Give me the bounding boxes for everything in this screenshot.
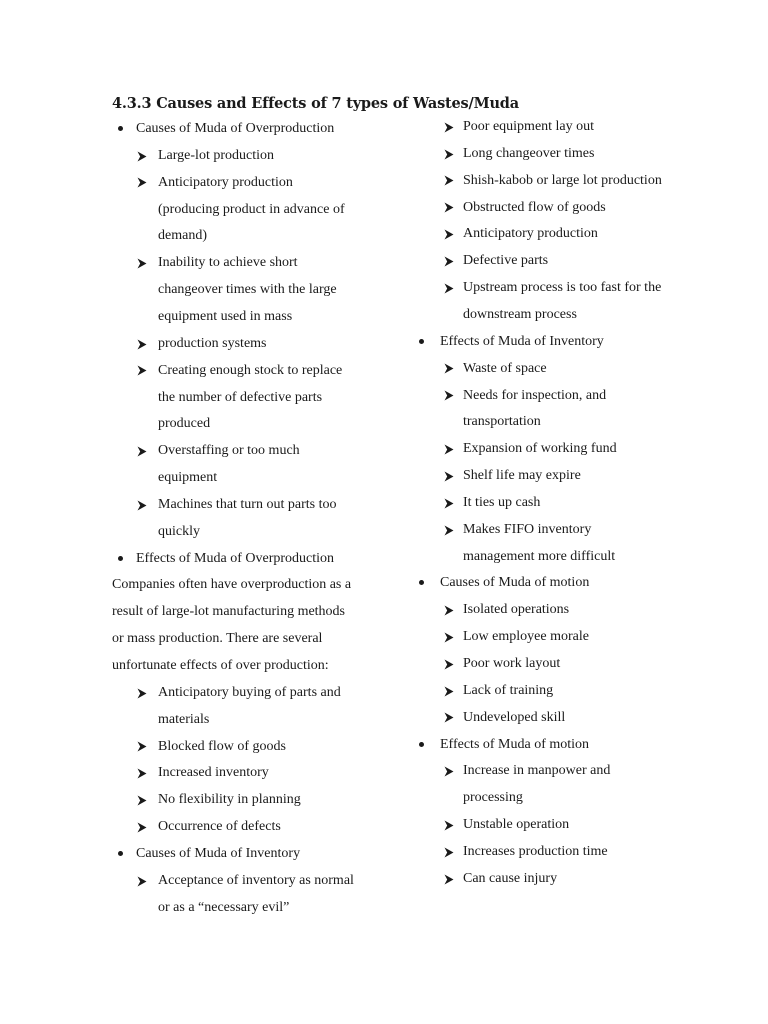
arrow-bullet-icon [444,382,454,409]
line-text: equipment [158,470,218,486]
line-text: Anticipatory production [463,226,598,242]
line-text: Needs for inspection, and [463,387,607,403]
section-heading: 4.3.3 Causes and Effects of 7 types of Wastes/Muda [112,95,519,112]
line-text: Causes of Muda of Overproduction [136,121,335,136]
line-text: Inability to achieve short [158,255,298,271]
line-text: materials [158,711,210,727]
arrow-bullet-icon [444,167,454,194]
line-text: downstream process [463,306,577,322]
line-text: No flexibility in planning [158,792,301,808]
arrow-bullet-icon [444,757,454,784]
line-text: demand) [158,228,207,244]
arrow-bullet-icon [137,357,147,384]
line-text: Can cause injury [463,870,558,886]
line-text: Effects of Muda of Overproduction [136,550,335,566]
line-text: Expansion of working fund [463,441,617,457]
arrow-bullet-icon [137,249,147,276]
line-text: changeover times with the large [158,282,337,298]
arrow-bullet-icon [137,679,147,706]
line-text: Occurrence of defects [158,819,281,835]
line-text: result of large-lot manufacturing methods [112,604,346,620]
line-text: Waste of space [463,360,547,376]
bullet-icon [419,580,424,585]
arrow-bullet-icon [444,623,454,650]
line-text: or mass production. There are several [112,631,323,647]
line-text: Blocked flow of goods [158,738,286,754]
arrow-bullet-icon [137,786,147,813]
line-text: Effects of Muda of motion [440,736,590,752]
line-text: processing [463,790,523,806]
line-text: Creating enough stock to replace [158,362,343,378]
line-text: produced [158,416,211,432]
line-text: Undeveloped skill [463,709,566,725]
arrow-bullet-icon [444,113,454,140]
line-text: Unstable operation [463,817,570,833]
arrow-bullet-icon [444,247,454,274]
bullet-icon [118,556,123,561]
line-text: Poor equipment lay out [463,119,595,134]
line-text: Machines that turn out parts too [158,496,337,512]
line-text: Increases production time [463,843,608,859]
line-text: Companies often have overproduction as a [112,577,352,593]
line-text: Large-lot production [158,147,274,163]
arrow-bullet-icon [444,489,454,516]
line-text: It ties up cash [463,494,541,510]
line-text: Defective parts [463,253,549,269]
arrow-bullet-icon [137,437,147,464]
line-text: Long changeover times [463,145,595,161]
arrow-bullet-icon [444,194,454,221]
line-text: or as a “necessary evil” [158,899,290,915]
line-text: Increased inventory [158,765,269,781]
line-text: Overstaffing or too much [158,443,300,459]
arrow-bullet-icon [137,330,147,357]
arrow-bullet-icon [444,865,454,892]
arrow-bullet-icon [444,462,454,489]
arrow-bullet-icon [137,142,147,169]
line-text: Isolated operations [463,602,570,618]
arrow-bullet-icon [444,838,454,865]
arrow-bullet-icon [444,811,454,838]
line-text: equipment used in mass [158,308,293,324]
line-text: unfortunate effects of over production: [112,658,329,673]
line-text: Shish-kabob or large lot production [463,172,662,188]
line-text: the number of defective parts [158,389,323,405]
arrow-bullet-icon [137,759,147,786]
line-text: Shelf life may expire [463,468,581,484]
arrow-bullet-icon [444,516,454,543]
arrow-bullet-icon [444,274,454,301]
line-text: Acceptance of inventory as normal [158,872,354,888]
line-text: Poor work layout [463,656,561,671]
arrow-bullet-icon [444,596,454,623]
bullet-icon [419,742,424,747]
arrow-bullet-icon [137,867,147,894]
arrow-bullet-icon [137,169,147,196]
line-text: Causes of Muda of Inventory [136,845,301,861]
line-text: Causes of Muda of motion [440,575,590,591]
arrow-bullet-icon [444,220,454,247]
line-text: Increase in manpower and [463,763,611,779]
line-text: Effects of Muda of Inventory [440,333,604,349]
line-text: (producing product in advance of [158,201,345,217]
line-text: Obstructed flow of goods [463,199,606,215]
arrow-bullet-icon [137,491,147,518]
bullet-icon [419,339,424,344]
line-text: quickly [158,523,200,539]
line-text: Makes FIFO inventory [463,521,592,537]
line-text: production systems [158,335,267,351]
arrow-bullet-icon [444,650,454,677]
line-text: Anticipatory production [158,174,293,190]
line-text: Lack of training [463,682,554,698]
arrow-bullet-icon [444,355,454,382]
line-text: Anticipatory buying of parts and [158,684,341,700]
arrow-bullet-icon [444,140,454,167]
bullet-icon [118,851,123,856]
line-text: Upstream process is too fast for the [463,280,662,296]
line-text: Low employee morale [463,629,589,645]
arrow-bullet-icon [137,733,147,760]
bullet-icon [118,126,123,131]
arrow-bullet-icon [444,704,454,731]
line-text: management more difficult [463,548,616,564]
arrow-bullet-icon [444,677,454,704]
arrow-bullet-icon [444,435,454,462]
line-text: transportation [463,414,541,430]
arrow-bullet-icon [137,813,147,840]
